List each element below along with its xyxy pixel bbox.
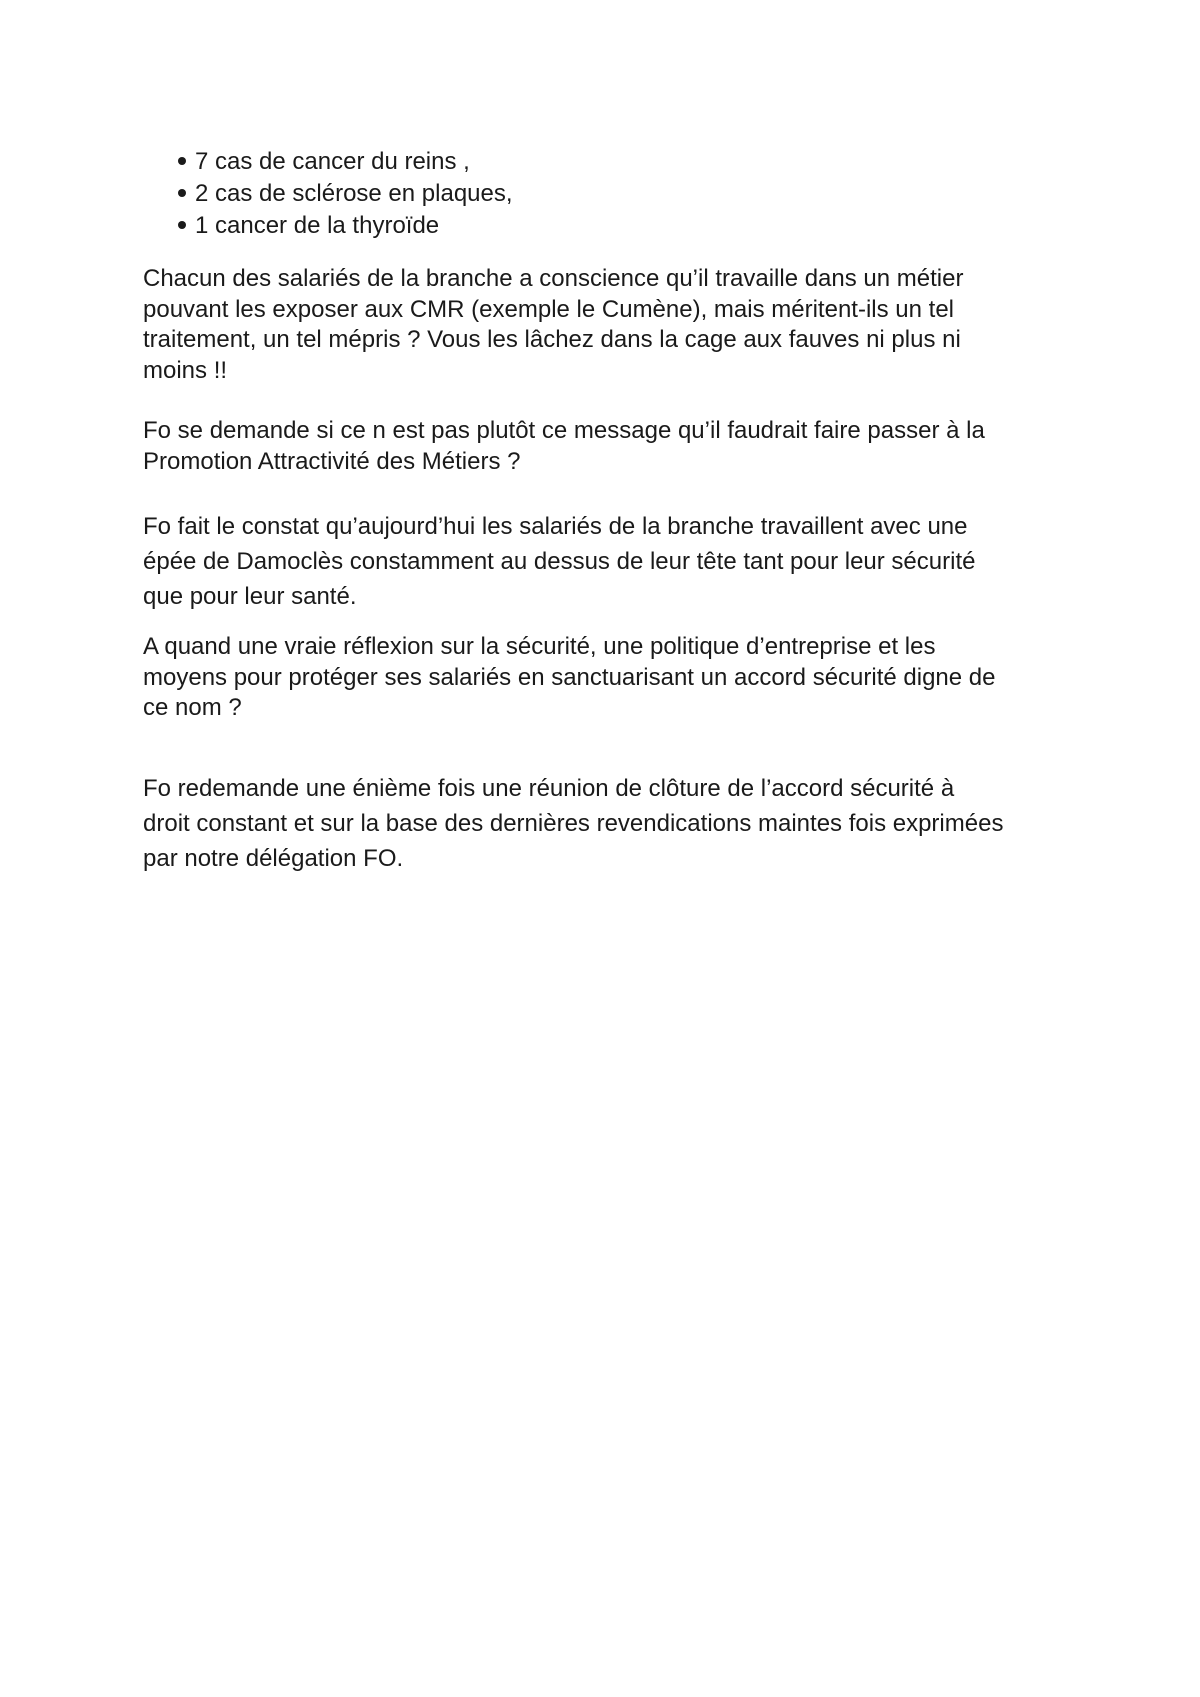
bullet-icon <box>178 221 186 229</box>
list-item <box>178 146 513 178</box>
paragraph-fo-demande <box>143 416 1103 477</box>
bullet-icon <box>178 157 186 165</box>
bullet-icon <box>178 189 186 197</box>
list-item-text: 2 cas de sclérose en plaques, <box>195 180 513 207</box>
text-line: ce nom ? <box>143 694 242 721</box>
paragraph-chacun <box>143 264 1103 386</box>
list-item-text: 7 cas de cancer du reins , <box>195 148 470 175</box>
text-line: par notre délégation FO. <box>143 845 404 872</box>
text-line: Fo redemande une énième fois une réunion de clôture de l’accord sécurité à <box>143 775 955 802</box>
text-line: Chacun des salariés de la branche a conscience qu’il travaille dans un métier <box>143 265 964 292</box>
text-line: Fo se demande si ce n est pas plutôt ce message qu’il faudrait faire passer à la <box>143 417 985 444</box>
list-item <box>178 178 513 210</box>
text-line: épée de Damoclès constamment au dessus de leur tête tant pour leur sécurité <box>143 548 976 575</box>
text-line: Promotion Attractivité des Métiers ? <box>143 447 521 475</box>
text-line: traitement, un tel mépris ? Vous les lâchez dans la cage aux fauves ni plus ni <box>143 326 961 353</box>
text-line: moins !! <box>143 356 228 384</box>
bullet-list <box>178 146 513 242</box>
text-line: droit constant et sur la base des dernières revendications maintes fois exprimées <box>143 810 1004 837</box>
paragraph-fo-redemande <box>143 771 1103 876</box>
text-line: moyens pour protéger ses salariés en sanctuarisant un accord sécurité digne de <box>143 663 996 691</box>
text-line: Fo fait le constat qu’aujourd’hui les salariés de la branche travaillent avec une <box>143 513 968 540</box>
list-item <box>178 210 513 242</box>
list-item-text: 1 cancer de la thyroïde <box>195 212 440 239</box>
paragraph-fo-constat <box>143 509 1103 614</box>
text-line: A quand une vraie réflexion sur la sécurité, une politique d’entreprise et les <box>143 633 936 660</box>
paragraph-a-quand <box>143 632 1103 724</box>
text-line: pouvant les exposer aux CMR (exemple le Cumène), mais méritent-ils un tel <box>143 295 954 323</box>
text-line: que pour leur santé. <box>143 583 357 610</box>
